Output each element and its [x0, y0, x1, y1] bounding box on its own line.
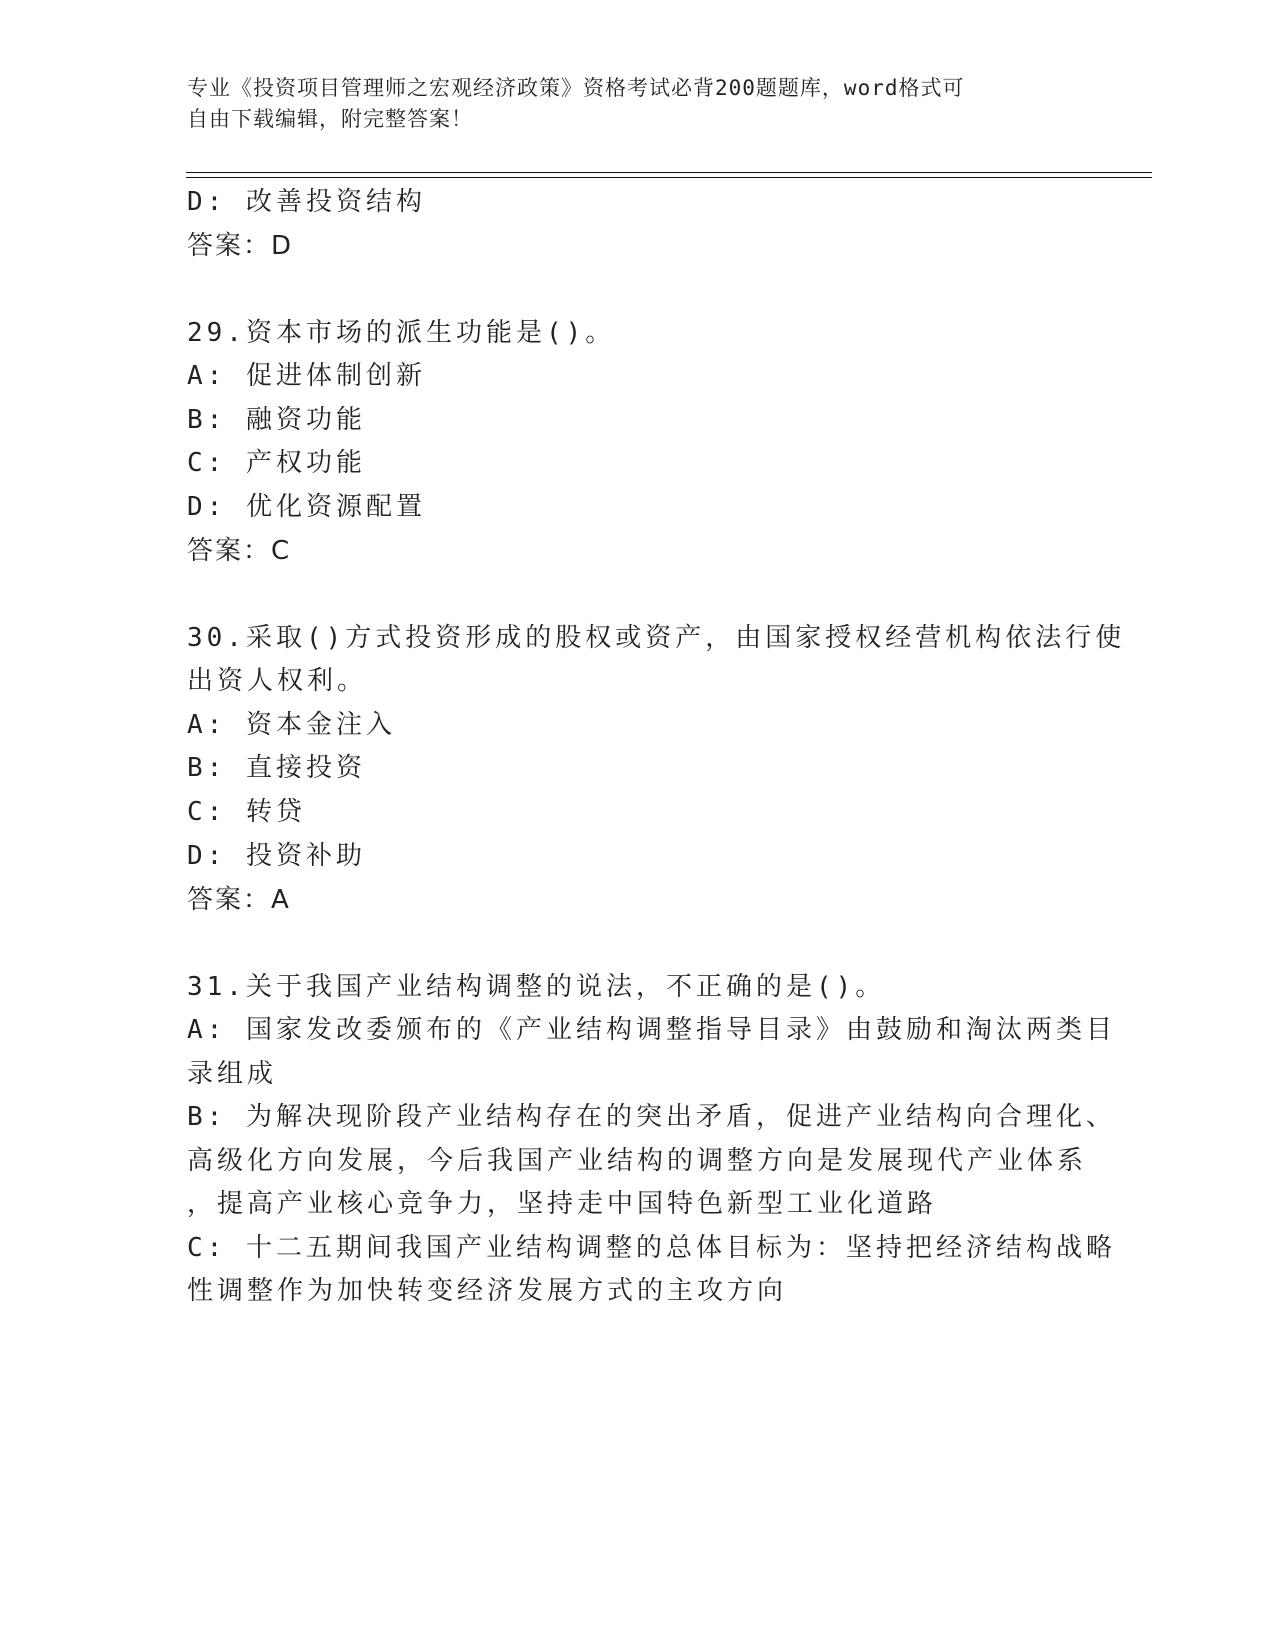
q31-option-c-line-1: C: 十二五期间我国产业结构调整的总体目标为：坚持把经济结构战略 [187, 1233, 1116, 1263]
q30-option-a: A: 资本金注入 [187, 710, 396, 740]
q30-stem-line-1: 30.采取()方式投资形成的股权或资产，由国家授权经营机构依法行使 [187, 623, 1126, 653]
q29-option-c: C: 产权功能 [187, 448, 366, 478]
q30-stem-line-2: 出资人权利。 [187, 666, 368, 696]
q31-option-b-line-2: 高级化方向发展，今后我国产业结构的调整方向是发展现代产业体系 [187, 1146, 1088, 1176]
q31-option-b-line-3: ，提高产业核心竞争力，坚持走中国特色新型工业化道路 [187, 1189, 938, 1219]
q29-option-d: D: 优化资源配置 [187, 492, 426, 522]
q31-option-b-line-1: B: 为解决现阶段产业结构存在的突出矛盾，促进产业结构向合理化、 [187, 1102, 1116, 1132]
q29-option-a: A: 促进体制创新 [187, 361, 426, 391]
q30-answer: 答案：A [187, 885, 291, 915]
header-title-line-1: 专业《投资项目管理师之宏观经济政策》资格考试必背200题题库，word格式可 [187, 76, 965, 100]
q29-answer: 答案：C [187, 536, 292, 566]
q29-stem: 29.资本市场的派生功能是()。 [187, 318, 616, 348]
q30-option-c: C: 转贷 [187, 797, 306, 827]
prev-option-d: D: 改善投资结构 [187, 187, 426, 217]
q30-option-d: D: 投资补助 [187, 841, 366, 871]
q31-option-c-line-2: 性调整作为加快转变经济发展方式的主攻方向 [187, 1276, 788, 1306]
q29-option-b: B: 融资功能 [187, 405, 366, 435]
q30-option-b: B: 直接投资 [187, 753, 366, 783]
q31-option-a-line-1: A: 国家发改委颁布的《产业结构调整指导目录》由鼓励和淘汰两类目 [187, 1015, 1116, 1045]
q31-stem: 31.关于我国产业结构调整的说法，不正确的是()。 [187, 972, 886, 1002]
header-divider-top [186, 172, 1152, 173]
header-divider-bottom [186, 177, 1152, 178]
header-title-line-2: 自由下载编辑，附完整答案！ [187, 107, 473, 131]
prev-answer: 答案：D [187, 231, 294, 261]
q31-option-a-line-2: 录组成 [187, 1059, 278, 1089]
